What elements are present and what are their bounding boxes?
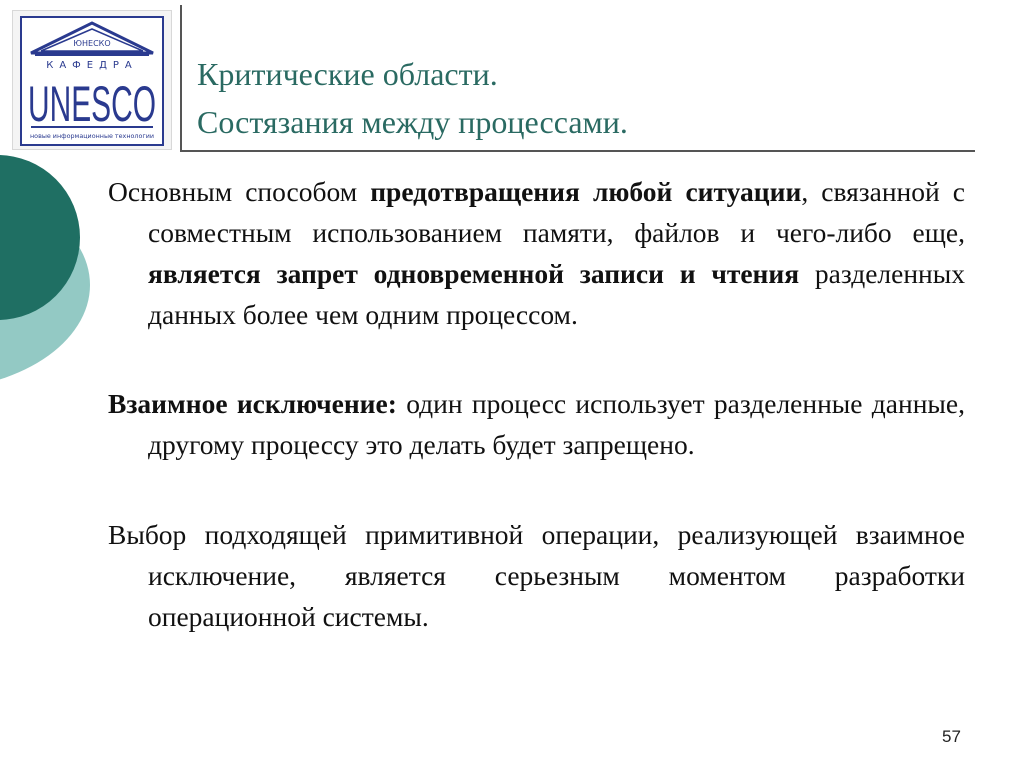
slide-title-line-2: Состязания между процессами. xyxy=(197,104,628,140)
header-vertical-rule xyxy=(180,5,182,152)
p1-text-2: , связанной с совместным использованием памяти, файлов и чего-либо еще, xyxy=(148,176,966,248)
page-number: 57 xyxy=(942,727,961,746)
p1-text-3: разделенных данных более чем одним процессом. xyxy=(148,258,966,330)
p1-bold-1: предотвращения любой ситуации xyxy=(370,176,802,207)
slide-title-line-1: Критические области. xyxy=(197,56,498,92)
slide-title xyxy=(197,50,957,146)
unesco-logo xyxy=(12,10,172,150)
header-horizontal-rule xyxy=(180,150,975,152)
p1-text-1: Основным способом xyxy=(108,176,371,207)
p2-text-1: один процесс использует разделенные данные, другому процессу это делать будет запрещено. xyxy=(148,388,965,460)
paragraph-mutual-exclusion xyxy=(108,383,965,465)
paragraph-prevention xyxy=(108,171,965,335)
paragraph-primitive-choice xyxy=(108,514,965,637)
p1-bold-2: является запрет одновременной записи и чтения xyxy=(148,258,800,289)
p3-text-1: Выбор подходящей примитивной операции, реализующей взаимное исключение, является серьезным моментом разработки операционной системы. xyxy=(108,519,965,632)
p2-bold-1: Взаимное исключение: xyxy=(108,388,397,419)
logo-tagline: новые информационные технологии xyxy=(30,132,154,140)
logo-arch-text: ЮНЕСКО xyxy=(73,39,111,48)
logo-kafedra: КАФЕДРА xyxy=(46,60,138,71)
logo-org: UNESCO xyxy=(28,76,156,132)
